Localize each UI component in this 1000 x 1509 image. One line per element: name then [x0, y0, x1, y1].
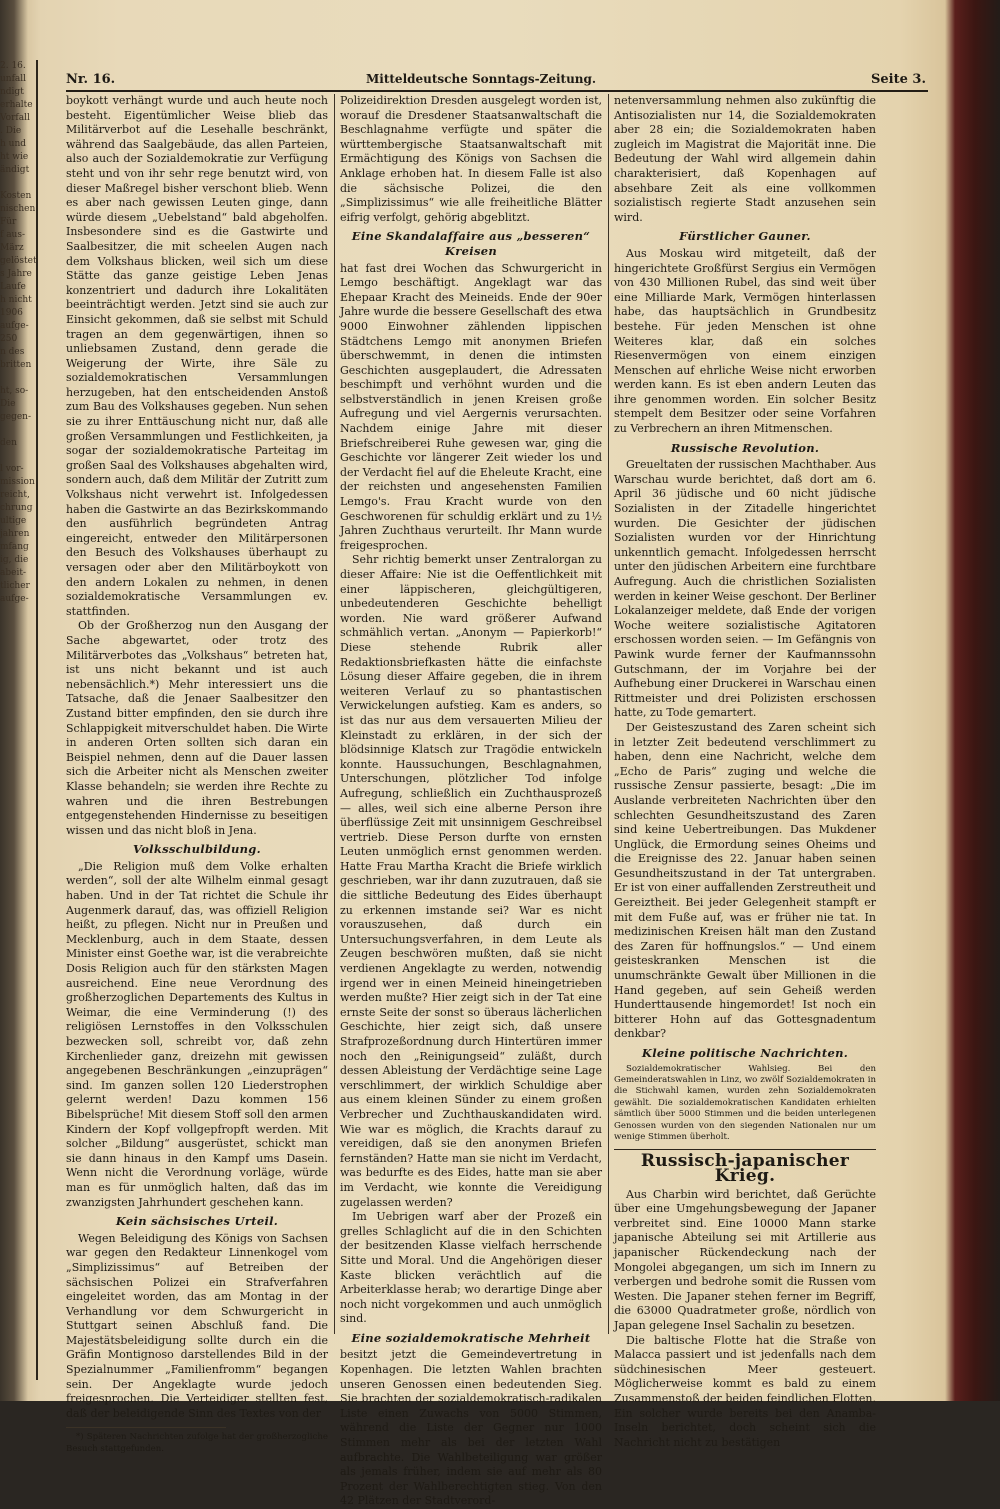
fold-text-fragment: h nicht: [0, 295, 32, 305]
fold-text-fragment: britten: [0, 360, 32, 370]
column-divider: [334, 94, 335, 1334]
fold-text-fragment: mission: [0, 477, 35, 487]
article-text: Sehr richtig bemerkt unser Zentralorgan zu dieser Affaire: Nie ist die Oeffentlichkeit mit einer läppischeren, gleichgültigeren, unbedeutenderen Geschichte behelligt worden. Nie ward größerer Aufwand schmählich vertan. „Anonym — Papierkorb!“ Diese stehende Rubrik aller Redaktionsbriefkasten hätte die einfachste Lösung dieser Affaire gegeben, die in ihrem weiteren Verlauf zu so phantastischen Verwickelungen aufstieg. Kam es anders, so ist das nur aus dem versauerten Milieu der Kleinstadt zu erklären, in der sich der blödsinnige Klatsch zur Tragödie entwickeln konnte. Haussuchungen, Beschlagnahmen, Unterschungen, plötzlicher Tod infolge Aufregung, schließlich ein Zuchthausprozeß — alles, weil sich eine alberne Person ihre überflüssige Zeit mit unsinnigem Geschreibsel vertrieb. Diese Person durfte von ernsten Leuten unmöglich ernst genommen werden. Hatte Frau Martha Kracht die Briefe wirklich geschrieben, war ihr dann zuzutrauen, daß sie die sittliche Bedeutung des Eides überhaupt zu erkennen imstande sei? War es nicht vorauszusehen, daß durch ein Untersuchungsverfahren, in dem Leute als Zeugen beschwören mußten, daß sie nicht verdienen Angeklagte zu werden, notwendig irgend wer in einen Meineid hineingetrieben werden mußte? Hier zeigt sich in der Tat eine ernste Seite der sonst so überaus lächerlichen Geschichte, hier zeigt sich, daß unsere Strafprozeßordnung durch Hintertüren immer noch den „Reinigungseid“ zuläßt, durch dessen Ableistung der Verdächtige seine Lage verschlimmert, der wirklich Schuldige aber aus einem kleinen Sünder zu einem großen Verbrecher und Zuchthauskandidaten wird. Wie war es möglich, die Krachts darauf zu vereidigen, daß sie den anonymen Briefen fernständen? Hatte man sie nicht im Verdacht, was bedurfte es des Eides, hatte man sie aber im Verdacht, wie konnte die Vereidigung zugelassen werden?: [340, 553, 602, 1209]
page-header: [66, 70, 926, 90]
article-text: Aus Moskau wird mitgeteilt, daß der hingerichtete Großfürst Sergius ein Vermögen von 430 Millionen Rubel, das sind weit über eine Milliarde Mark, Vermögen hinterlassen habe, das hauptsächlich in Grundbesitz bestehe. Für jeden Menschen ist ohne Weiteres klar, daß ein solches Riesenvermögen von einem einzigen Menschen auf ehrliche Weise nicht erworben werden kann. Es ist eben andern Leuten das ihre genommen worden. Ein solcher Besitz stempelt dem Besitzer oder seine Vorfahren zu Verbrechern an ihren Mitmenschen.: [614, 246, 876, 436]
article-heading: Kein sächsisches Urteil.: [115, 1214, 279, 1229]
column-1: [66, 94, 328, 1454]
fold-text-fragment: ht, so-: [0, 386, 29, 396]
article-text: Der Geisteszustand des Zaren scheint sich in letzter Zeit bedeutend verschlimmert zu haben, denn eine Nachricht, welche dem „Echo de Paris“ zuging und welche die russische Zensur passierte, besagt: „Die im Auslande verbreiteten Nachrichten über den schlechten Gesundheitszustand des Zaren sind keine Uebertreibungen. Das Mukdener Unglück, die Ermordung seines Oheims und die Ereignisse des 22. Januar haben seinen Gesundheitszustand in der Tat untergraben. Er ist von einer auffallenden Zerstreutheit und Gereiztheit. Bei jeder Gelegenheit stampft er mit dem Fuße auf, was er früher nie tat. In medizinischen Kreisen hält man den Zustand des Zaren für hoffnungslos.“ — Und einem geisteskranken Menschen ist die unumschränkte Gewalt über Millionen in die Hand gegeben, auf sein Geheiß werden Hunderttausende hingemordet! Ist noch ein bitterer Hohn auf das Gottesgnadentum denkbar?: [614, 720, 876, 1041]
article-text: boykott verhängt wurde und auch heute noch besteht. Eigentümlicher Weise blieb das Militärverbot auf die Lesehalle beschränkt, während das Saalgebäude, das allen Parteien, also auch der Sozialdemokratie zur Verfügung steht und von ihr sehr rege benutzt wird, von dieser Maßregel bisher verschont blieb. Wenn es aber nach gewissen Leuten ginge, dann würde diesem „Uebelstand“ bald abgeholfen. Insbesondere sind es die Gastwirte und Saalbesitzer, die mit scheelen Augen nach dem Volkshaus blicken, weil sich um diese Stätte das ganze geistige Leben Jenas konzentriert und dadurch ihre Lokalitäten beeinträchtigt werden. Jetzt sind sie auch zur Einsicht gekommen, daß sie selbst mit Schuld tragen an dem gegenwärtigen, ihnen so unliebsamen Zustand, denn gerade die Weigerung der Wirte, ihre Säle zu sozialdemokratischen Versammlungen herzugeben, hat den entscheidenden Anstoß zum Bau des Volkshauses gegeben. Nun sehen sie zu ihrer Enttäuschung nicht nur, daß alle großen Versammlungen und Festlichkeiten, ja sogar der sozialdemokratische Parteitag im großen Saal des Volkshauses abgehalten wird, sondern auch, daß dem Militär der Zutritt zum Volkshaus nicht verwehrt ist. Infolgedessen haben die Gastwirte an das Bezirkskommando den ausführlich begründeten Antrag eingereicht, entweder den Militärpersonen den Besuch des Volkshauses überhaupt zu versagen oder aber den Militärboykott von den andern Lokalen zu nehmen, in denen sozialdemokratische Versammlungen ev. stattfinden.: [66, 94, 328, 618]
page-number: Seite 3.: [871, 72, 926, 87]
fold-text-fragment: abeit-: [0, 568, 26, 578]
fold-text-fragment: gegen-: [0, 412, 32, 422]
footnote: [66, 1427, 328, 1455]
article-text: Wegen Beleidigung des Königs von Sachsen war gegen den Redakteur Linnenkogel vom „Simplizissimus“ auf Betreiben der sächsischen Polizei ein Strafverfahren eingeleitet worden, das am Montag in der Verhandlung vor dem Schwurgericht in Stuttgart seinen Abschluß fand. Die Majestätsbeleidigung sollte durch ein die Gräfin Montignoso darstellendes Bild in der Spezialnummer „Familienfromm“ begangen sein. Der Angeklagte wurde jedoch freigesprochen. Die Verteidiger stellten fest, daß der beleidigende Sinn des Textes von der: [66, 1231, 328, 1420]
fold-text-fragment: [0, 177, 34, 190]
fold-text-fragment: mfang: [0, 542, 29, 552]
column-divider: [608, 94, 609, 1334]
fold-text-fragment: den: [0, 438, 17, 448]
fold-text-fragment: Vorfall: [0, 113, 30, 123]
fold-text-fragment: erhalte: [0, 100, 33, 110]
fold-text-fragment: ndigt: [0, 87, 24, 97]
adjacent-page-fold: [0, 60, 37, 1380]
article-text: Im Uebrigen warf aber der Prozeß ein grelles Schlaglicht auf die in den Schichten der besitzenden Klasse vielfach herrschende Sitte und Moral. Und die Angehörigen dieser Kaste blicken verächtlich auf die Arbeiterklasse herab; wo derartige Dinge aber noch nicht vorgekommen und auch unmöglich sind.: [340, 1210, 602, 1326]
fold-text-fragment: März: [0, 243, 24, 253]
fold-text-fragment: h und: [0, 139, 27, 149]
article-text: Ob der Großherzog nun den Ausgang der Sache abgewartet, oder trotz des Militärverbotes das „Volkshaus“ betreten hat, ist uns nicht bekannt und ist auch nebensächlich.*) Mehr interessiert uns die Tatsache, daß die Jenaer Saalbesitzer den Zustand bitter empfinden, den sie durch ihre Schlappigkeit mitverschuldet haben. Die Wirte in anderen Orten sollten sich daran ein Beispiel nehmen, denn auf die Dauer lassen sich die Arbeiter nicht als Menschen zweiter Klasse behandeln; sie werden ihre Rechte zu wahren und die ihren Bestrebungen entgegenstehenden Hindernisse zu beseitigen wissen und das nicht bloß in Jena.: [66, 619, 328, 837]
article-heading: Russische Revolution.: [670, 440, 820, 455]
fold-text-fragment: jahren: [0, 529, 30, 539]
article-text: „Die Religion muß dem Volke erhalten werden“, soll der alte Wilhelm einmal gesagt haben. Und in der Tat richtet die Schule ihr Augenmerk darauf, das, was offiziell Religion heißt, zu pflegen. Nicht nur in Preußen und Mecklenburg, auch in dem Staate, dessen Minister einst Goethe war, ist die verabreichte Dosis Religion auch für den stärksten Magen ausreichend. Eine neue Verordnung des großherzoglichen Departements des Kultus in Weimar, die eine Verminderung (!) des religiösen Lernstoffes in den Volksschulen bezwecken soll, schreibt vor, daß zehn Kirchenlieder ganz, dreizehn mit gewissen angegebenen Beschränkungen „einzuprägen“ sind. Im ganzen sollen 120 Liederstrophen gelernt werden! Dazu kommen 156 Bibelsprüche! Mit diesem Stoff soll den armen Kindern der Kopf vollgepfropft werden. Mit solcher „Bildung“ ausgerüstet, schickt man sie dann hinaus in den Kampf ums Dasein. Wenn nicht die Verordnung vorläge, würde man es für unmöglich halten, daß das im zwanzigsten Jahrhundert geschehen kann.: [66, 859, 328, 1209]
article-heading: Eine Skandalaffaire aus „besseren“ Kreisen: [351, 229, 591, 258]
fold-text-fragment: Die: [0, 399, 16, 409]
fold-text-fragment: gelöstet: [0, 256, 37, 266]
fold-text-fragment: ig, die: [0, 555, 29, 565]
article-heading: Eine sozialdemokratische Mehrheit: [351, 1330, 591, 1345]
fold-text-fragment: aufge-: [0, 594, 29, 604]
header-rule: [66, 90, 928, 92]
fold-text-fragment: ultige: [0, 516, 27, 526]
fold-text-fragment: 1906: [0, 308, 23, 318]
article-text: Polizeidirektion Dresden ausgelegt worden ist, worauf die Dresdener Staatsanwaltschaft die Beschlagnahme verfügte und später die württembergische Staatsanwaltschaft mit Ermächtigung des Königs von Sachsen die Anklage erhoben hat. In diesem Falle ist also die sächsische Polizei, die den „Simplizissimus“ wie alle freiheitliche Blätter eifrig verfolgt, gehörig abgeblitzt.: [340, 94, 602, 224]
section-heading: Russisch-japanischer Krieg.: [614, 1149, 876, 1183]
article-heading: Fürstlicher Gauner.: [679, 229, 811, 244]
article-text: hat fast drei Wochen das Schwurgericht in Lemgo beschäftigt. Angeklagt war das Ehepaar Kracht des Meineids. Ende der 90er Jahre wurde die bessere Gesellschaft des etwa 9000 Einwohner zählenden lippischen Städtchens Lemgo mit anonymen Briefen überschwemmt, in denen die intimsten Geschichten ausgeplaudert, die Adressaten beschimpft und verhöhnt wurden und die selbstverständlich in jenen Kreisen große Aufregung und viel Aergernis verursachten. Nachdem einige Jahre mit dieser Briefschreiberei Ruhe gewesen war, ging die Geschichte vor längerer Zeit wieder los und der Verdacht fiel auf die Eheleute Kracht, eine der reichsten und angesehensten Familien Lemgo's. Frau Kracht wurde von den Geschworenen für schuldig erklärt und zu 1½ Jahren Zuchthaus verurteilt. Ihr Mann wurde freigesprochen.: [340, 261, 602, 552]
fold-text-fragment: aufge-: [0, 321, 29, 331]
fold-text-fragment: tlicher: [0, 581, 30, 591]
fold-text-fragment: . Die: [0, 126, 22, 136]
fold-text-fragment: nischen: [0, 204, 36, 214]
fold-text-fragment: f aus-: [0, 230, 26, 240]
article-text: Greueltaten der russischen Machthaber. Aus Warschau wurde berichtet, daß dort am 6. April 36 jüdische und 60 nicht jüdische Sozialisten in der Zitadelle hingerichtet wurden. Die Gesichter der jüdischen Sozialisten wurden vor der Hinrichtung unkenntlich gemacht. Infolgedessen herrscht unter den jüdischen Arbeitern eine furchtbare Aufregung. Auch die christlichen Sozialisten werden in keiner Weise geschont. Der Berliner Lokalanzeiger meldete, daß Ende der vorigen Woche weitere sozialistische Agitatoren erschossen worden seien. — Im Gefängnis von Pawink wurde ferner der Kaufmannssohn Gutschmann, der im Vorjahre bei der Aufhebung einer Druckerei in Warschau einen Rittmeister und drei Polizisten erschossen hatte, zu Tode gemartert.: [614, 458, 876, 720]
fold-text-fragment: [0, 372, 34, 385]
article-heading: Volksschulbildung.: [133, 842, 261, 857]
fold-text-fragment: [0, 424, 34, 437]
fold-text-fragment: ändigt: [0, 165, 30, 175]
article-heading: Kleine politische Nachrichten.: [641, 1046, 849, 1060]
fold-text-fragment: reicht,: [0, 490, 30, 500]
issue-number: Nr. 16.: [66, 72, 116, 87]
column-3: [614, 94, 876, 1449]
fold-text-fragment: Laufe: [0, 282, 26, 292]
article-text: Die baltische Flotte hat die Straße von Malacca passiert und ist jedenfalls nach dem südchinesischen Meer gesteuert. Möglicherweise kommt es bald zu einem Zusammenstoß der beiden feindlichen Flotten. Ein solcher wurde bereits bei den Anamba-Inseln berichtet, doch scheint sich die Nachricht nicht zu bestätigen: [614, 1333, 876, 1449]
newspaper-title: Mitteldeutsche Sonntags-Zeitung.: [366, 72, 597, 86]
newspaper-page: [36, 60, 944, 1508]
column-2: [340, 94, 602, 1508]
fold-text-fragment: 2. 16.: [0, 61, 26, 71]
article-text: Sozialdemokratischer Wahlsieg. Bei den Gemeinderatswahlen in Linz, wo zwölf Sozialdemokraten in die Stichwahl kamen, wurden zehn Sozialdemokraten gewählt. Die sozialdemokratischen Kandidaten erhielten sämtlich über 5000 Stimmen und die beiden unterlegenen Genossen wurden von den siegenden Nationalen nur um wenige Stimmen überholt.: [614, 1063, 876, 1143]
fold-text-fragment: n des: [0, 347, 25, 357]
fold-text-fragment: chrung: [0, 503, 33, 513]
fold-text-fragment: Für: [0, 217, 17, 227]
fold-text-fragment: 250: [0, 334, 18, 344]
footnote-text: *) Späteren Nachrichten zufolge hat der großherzogliche Besuch stattgefunden.: [66, 1432, 328, 1454]
article-text: netenversammlung nehmen also zukünftig die Antisozialisten nur 14, die Sozialdemokraten aber 28 ein; die Sozialdemokraten haben zugleich im Magistrat die Majorität inne. Die Bedeutung der Wahl wird allgemein dahin charakterisiert, daß Kopenhagen auf absehbare Zeit als eine vollkommen sozialistisch regierte Stadt anzusehen sein wird.: [614, 94, 876, 224]
fold-text-fragment: Kosten: [0, 191, 32, 201]
article-text: Aus Charbin wird berichtet, daß Gerüchte über eine Umgehungsbewegung der Japaner verbreitet sind. Eine 10000 Mann starke japanische Abteilung sei mit Artillerie aus japanischer Rückendeckung nach der Mongolei abgegangen, um sich im Innern zu verbergen und bedrohe somit die Russen vom Westen. Die Japaner stehen ferner im Begriff, die 63000 Quadratmeter große, nördlich von Japan gelegene Insel Sachalin zu besetzen.: [614, 1187, 876, 1332]
fold-text-fragment: [0, 450, 34, 463]
article-text: besitzt jetzt die Gemeindevertretung in Kopenhagen. Die letzten Wahlen brachten unseren Genossen einen bedeutenden Sieg. Sie brachten der sozialdemokratisch-radikalen Liste einen Zuwachs von 5000 Stimmen, während die Liste der Gegner nur 1000 Stimmen mehr als bei der letzten Wahl aufbrachte. Die Wahlbeteiligung war größer als jemals früher, indem sie auf mehr als 80 Prozent der Wahlberechtigten stieg. Von den 42 Plätzen der Stadtverord-: [340, 1348, 602, 1508]
fold-text-fragment: ht wie: [0, 152, 29, 162]
fold-text-fragment: unfall: [0, 74, 27, 84]
fold-text-fragment: l vor-: [0, 464, 24, 474]
fold-text-fragment: s Jahre: [0, 269, 32, 279]
